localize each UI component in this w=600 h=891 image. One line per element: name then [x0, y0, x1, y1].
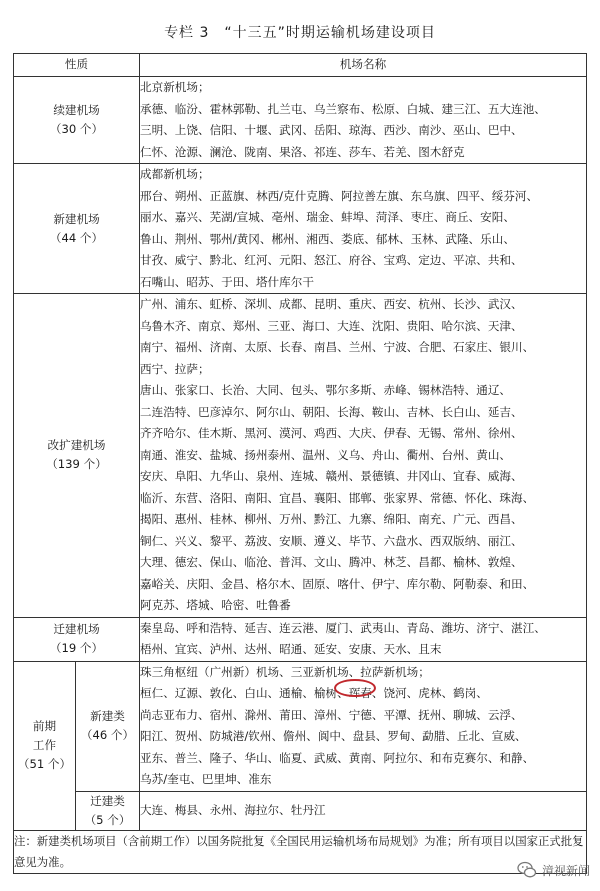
airport-line: 珠三角枢纽（广州新）机场、三亚新机场、拉萨新机场； — [140, 664, 430, 679]
airport-line: 二连浩特、巴彦淖尔、阿尔山、朝阳、长海、鞍山、吉林、长白山、延吉、 — [140, 404, 523, 419]
airport-line: 广州、浦东、虹桥、深圳、成都、昆明、重庆、西安、杭州、长沙、武汉、 — [140, 297, 523, 311]
airport-line: 尚志亚布力、宿州、滁州、莆田、漳州、宁德、平潭、抚州、聊城、云浮、 — [140, 707, 523, 722]
airport-line: 临沂、东营、洛阳、南阳、宜昌、襄阳、邯郸、张家界、常德、怀化、珠海、 — [140, 490, 535, 505]
airport-line: 乌鲁木齐、南京、郑州、三亚、海口、大连、沈阳、贵阳、哈尔滨、天津、 — [140, 318, 523, 333]
category-label: 迁建机场 — [53, 622, 100, 636]
header-airport-name: 机场名称 — [140, 54, 587, 77]
category-label: 前期工作 — [32, 719, 57, 752]
category-cell — [14, 77, 140, 164]
table-row — [14, 77, 587, 164]
airport-line: 甘孜、威宁、黔北、红河、元阳、怒江、府谷、宝鸡、定边、平凉、共和、 — [140, 253, 523, 267]
airport-line: 铜仁、兴义、黎平、荔波、安顺、遵义、毕节、六盘水、西双版纳、丽江、 — [140, 533, 523, 548]
airport-line: 南通、淮安、盐城、扬州泰州、温州、义乌、舟山、衢州、台州、黄山、 — [140, 447, 512, 462]
airport-line: 鲁山、荆州、鄂州/黄冈、郴州、湘西、娄底、郁林、玉林、武隆、乐山、 — [140, 231, 515, 246]
watermark-text: 漳视新闻 — [541, 863, 590, 878]
airport-line: 丽水、嘉兴、芜湖/宣城、亳州、瑞金、蚌埠、菏泽、枣庄、商丘、安阳、 — [140, 210, 515, 224]
airport-line: 桓仁、辽源、敦化、白山、通榆、榆树、珲春、饶河、虎林、鹤岗、 — [140, 686, 488, 700]
subcategory-count: （46 个） — [80, 728, 135, 742]
airport-line: 秦皇岛、呼和浩特、延吉、连云港、厦门、武夷山、青岛、潍坊、济宁、湛江、 — [140, 620, 546, 635]
category-cell — [14, 164, 140, 294]
subcategory-cell — [76, 791, 140, 830]
table-row — [14, 617, 587, 661]
airport-line: 北京新机场； — [140, 80, 210, 94]
table-note: 注：新建类机场项目（含前期工作）以国务院批复《全国民用运输机场布局规划》为准；所有项目以国家正式批复意见为准。 — [14, 830, 587, 873]
subcategory-cell — [76, 661, 140, 791]
airport-list — [140, 294, 587, 618]
airport-line: 三明、上饶、信阳、十堰、武冈、岳阳、琼海、西沙、南沙、巫山、巴中、 — [140, 123, 523, 137]
airport-line: 唐山、张家口、长治、大同、包头、鄂尔多斯、赤峰、锡林浩特、通辽、 — [140, 383, 512, 397]
airport-list — [140, 791, 587, 830]
airport-line: 邢台、朔州、正蓝旗、林西/克什克腾、阿拉善左旗、东乌旗、四平、绥芬河、 — [140, 188, 539, 203]
airport-line: 亚东、普兰、隆子、华山、临夏、武威、黄南、阿拉尔、和布克赛尔、和静、 — [140, 750, 535, 765]
airport-projects-table — [13, 53, 587, 874]
page-title: 专栏 3 “十三五”时期运输机场建设项目 — [164, 25, 436, 41]
watermark — [517, 859, 590, 881]
airport-line: 承德、临汾、霍林郭勒、扎兰屯、乌兰察布、松原、白城、建三江、五大连池、 — [140, 101, 546, 116]
category-cell — [14, 661, 76, 830]
highlight-circle — [334, 679, 376, 697]
category-cell — [14, 294, 140, 618]
header-row — [14, 54, 587, 77]
category-label: 新建机场 — [53, 211, 100, 226]
airport-line: 阿克苏、塔城、哈密、吐鲁番 — [140, 598, 291, 612]
table-row — [14, 164, 587, 294]
subcategory-label: 新建类 — [90, 709, 125, 723]
subcategory-count: （5 个） — [84, 812, 131, 827]
header-nature: 性质 — [14, 54, 140, 77]
category-count: （51 个） — [17, 757, 72, 771]
airport-list — [140, 164, 587, 294]
airport-line: 西宁、拉萨； — [140, 361, 210, 376]
airport-line: 揭阳、惠州、桂林、柳州、万州、黔江、九寨、绵阳、南充、广元、西昌、 — [140, 512, 523, 526]
note-row — [14, 830, 587, 873]
airport-line: 乌苏/奎屯、巴里坤、准东 — [140, 772, 272, 786]
airport-line: 梧州、宜宾、泸州、达州、昭通、延安、安康、天水、且末 — [140, 642, 442, 656]
category-count: （139 个） — [46, 457, 107, 472]
category-count: （44 个） — [49, 230, 104, 245]
category-count: （30 个） — [49, 122, 104, 136]
subcategory-label: 迁建类 — [90, 793, 125, 808]
airport-list — [140, 617, 587, 661]
category-cell — [14, 617, 140, 661]
airport-line: 仁怀、沧源、澜沧、陇南、果洛、祁连、莎车、若羌、图木舒克 — [140, 144, 465, 159]
airport-line: 安庆、阜阳、九华山、泉州、连城、赣州、景德镇、井冈山、宜春、威海、 — [140, 469, 523, 483]
airport-line: 成都新机场； — [140, 167, 210, 181]
table-row — [14, 661, 587, 791]
wechat-logo-icon — [517, 860, 537, 880]
airport-line: 大理、德宏、保山、临沧、普洱、文山、腾冲、林芝、昌都、榆林、敦煌、 — [140, 555, 523, 569]
airport-line: 嘉峪关、庆阳、金昌、格尔木、固原、喀什、伊宁、库尔勒、阿勒泰、和田、 — [140, 576, 535, 591]
airport-line: 阳江、贺州、防城港/钦州、儋州、阆中、盘县、罗甸、勐腊、丘北、宣威、 — [140, 729, 527, 743]
airport-line: 石嘴山、昭苏、于田、塔什库尔干 — [140, 274, 314, 289]
airport-list — [140, 77, 587, 164]
airport-line: 大连、梅县、永州、海拉尔、牡丹江 — [140, 802, 326, 817]
airport-line: 南宁、福州、济南、太原、长春、南昌、兰州、宁波、合肥、石家庄、银川、 — [140, 340, 535, 354]
category-count: （19 个） — [49, 641, 104, 655]
category-label: 续建机场 — [53, 103, 100, 117]
table-row — [14, 791, 587, 830]
table-row — [14, 294, 587, 618]
category-label: 改扩建机场 — [47, 438, 106, 453]
airport-line: 齐齐哈尔、佳木斯、黑河、漠河、鸡西、大庆、伊春、无锡、常州、徐州、 — [140, 426, 523, 440]
